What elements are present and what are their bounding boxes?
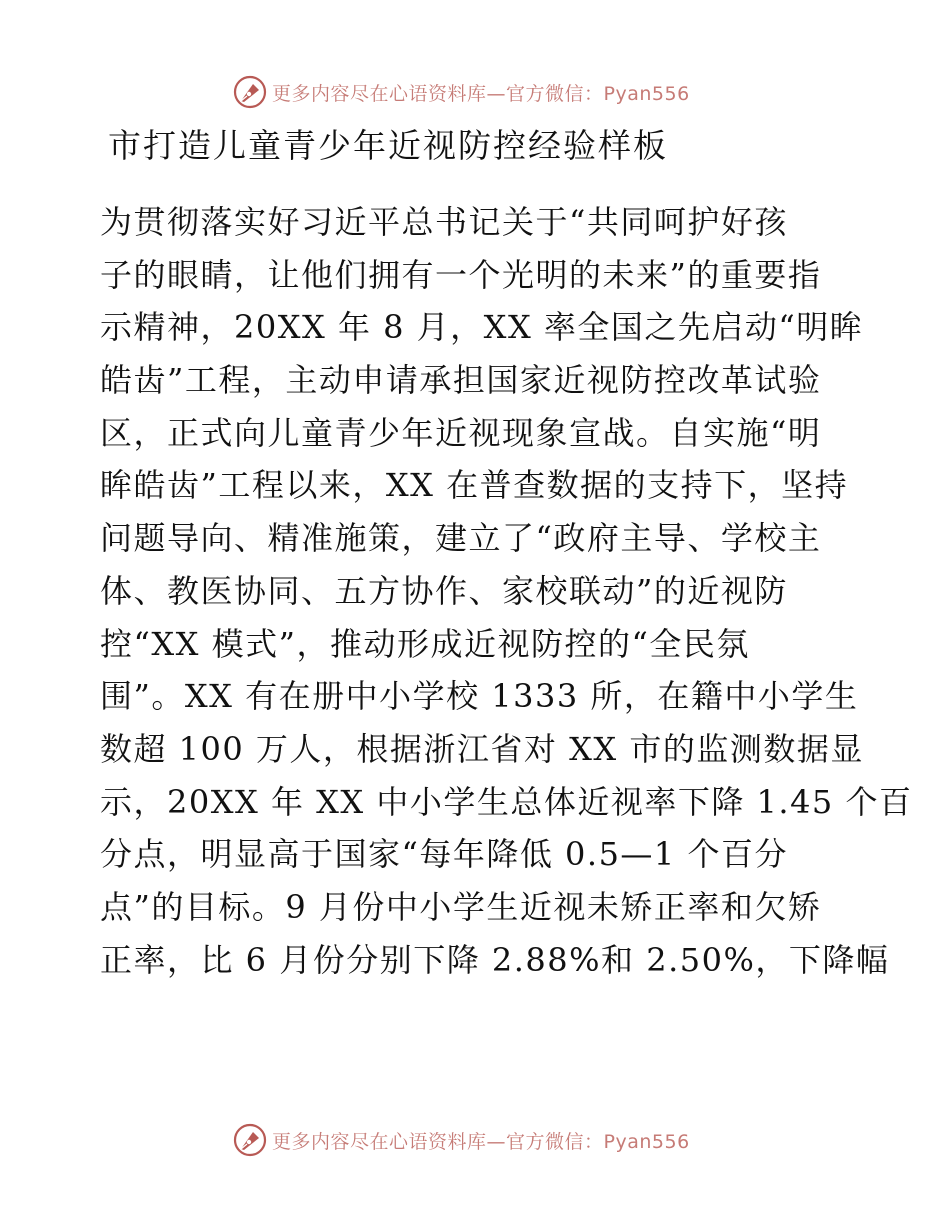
document-title: 市打造儿童青少年近视防控经验样板 [108,126,668,165]
body-paragraph [100,196,913,986]
header-watermark-banner [232,72,752,112]
body-line: 控“XX 模式”，推动形成近视防控的“全民氛 [100,624,750,663]
body-line: 眸皓齿”工程以来，XX 在普查数据的支持下，坚持 [100,466,849,505]
header-banner-text: 更多内容尽在心语资料库—官方微信：Pyan556 [272,82,690,105]
body-line: 示，20XX 年 XX 中小学生总体近视率下降 1.45 个百 [100,782,913,821]
body-line: 围”。XX 有在册中小学校 1333 所，在籍中小学生 [100,677,859,716]
footer-watermark-banner [232,1120,752,1160]
body-line: 数超 100 万人，根据浙江省对 XX 市的监测数据显 [100,729,864,768]
body-line: 区，正式向儿童青少年近视现象宣战。自实施“明 [100,413,822,452]
body-line: 皓齿”工程，主动申请承担国家近视防控改革试验 [100,361,822,400]
body-line: 正率，比 6 月份分别下降 2.88%和 2.50%，下降幅 [100,940,890,979]
body-line: 体、教医协同、五方协作、家校联动”的近视防 [100,571,788,610]
pen-nib-logo-icon [232,1122,268,1158]
body-line: 分点，明显高于国家“每年降低 0.5—1 个百分 [100,835,788,874]
footer-banner-text: 更多内容尽在心语资料库—官方微信：Pyan556 [272,1130,690,1153]
body-line: 示精神，20XX 年 8 月，XX 率全国之先启动“明眸 [100,308,864,347]
pen-nib-logo-icon [232,74,268,110]
body-line: 为贯彻落实好习近平总书记关于“共同呵护好孩 [100,203,788,241]
body-line: 点”的目标。9 月份中小学生近视未矫正率和欠矫 [100,887,822,926]
body-line: 子的眼睛，让他们拥有一个光明的未来”的重要指 [100,255,822,294]
body-line: 问题导向、精准施策，建立了“政府主导、学校主 [100,519,822,558]
